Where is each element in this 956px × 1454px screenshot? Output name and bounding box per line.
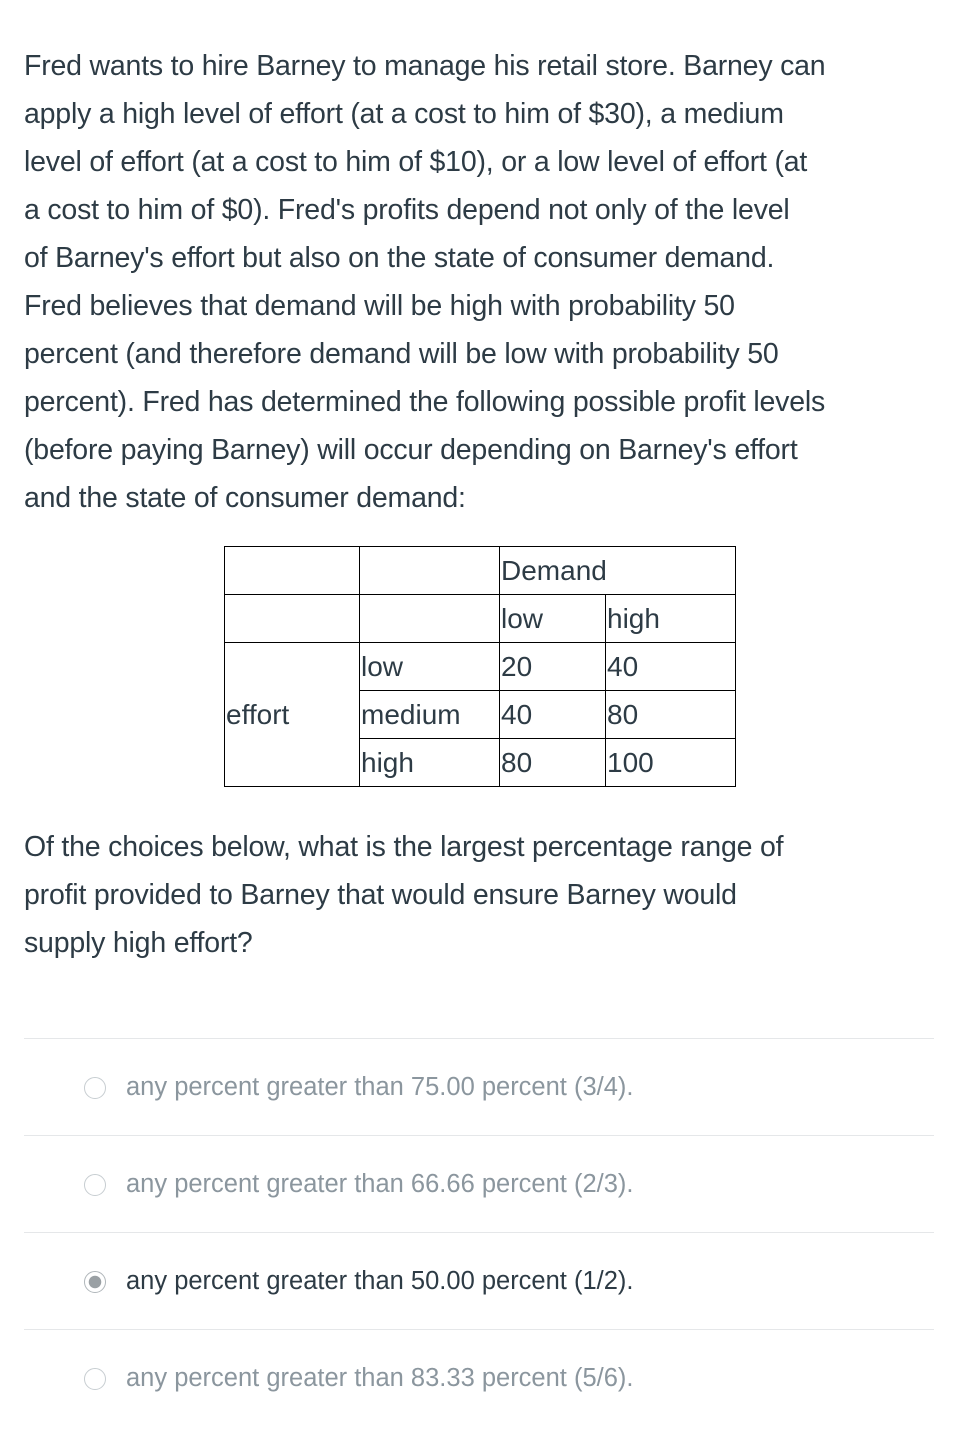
table-row-label: low — [360, 643, 500, 691]
table-cell-empty — [360, 547, 500, 595]
table-row-label: medium — [360, 691, 500, 739]
question-line: percent). Fred has determined the following possible profit levels — [24, 386, 826, 418]
table-header-demand: Demand — [500, 547, 736, 595]
prompt-line: supply high effort? — [24, 927, 253, 959]
table-cell: 80 — [500, 739, 606, 787]
table-cell-empty — [360, 595, 500, 643]
question-line: of Barney's effort but also on the state of consumer demand. — [24, 242, 775, 274]
answer-label[interactable]: any percent greater than 66.66 percent (2/3). — [126, 1170, 634, 1198]
radio-button[interactable] — [84, 1368, 106, 1390]
question-prompt — [24, 823, 924, 967]
radio-button[interactable] — [84, 1077, 106, 1099]
question-line: Fred wants to hire Barney to manage his retail store. Barney can — [24, 50, 826, 82]
answer-label[interactable]: any percent greater than 75.00 percent (3/4). — [126, 1073, 634, 1101]
radio-button-selected[interactable] — [84, 1271, 106, 1293]
table-cell: 40 — [500, 691, 606, 739]
profit-table — [224, 546, 736, 787]
table-header-high: high — [606, 595, 736, 643]
question-line: apply a high level of effort (at a cost to him of $30), a medium — [24, 98, 784, 130]
answer-option[interactable] — [24, 1329, 934, 1426]
question-line: and the state of consumer demand: — [24, 482, 466, 514]
question-line: Fred believes that demand will be high with probability 50 — [24, 290, 735, 322]
table-header-low: low — [500, 595, 606, 643]
question-line: percent (and therefore demand will be low with probability 50 — [24, 338, 779, 370]
table-row-group-effort: effort — [225, 643, 360, 787]
answer-option[interactable] — [24, 1038, 934, 1135]
prompt-line: profit provided to Barney that would ensure Barney would — [24, 879, 737, 911]
question-line: level of effort (at a cost to him of $10), or a low level of effort (at — [24, 146, 808, 178]
radio-button[interactable] — [84, 1174, 106, 1196]
table-cell: 40 — [606, 643, 736, 691]
prompt-line: Of the choices below, what is the largest percentage range of — [24, 831, 784, 863]
answer-option[interactable] — [24, 1135, 934, 1232]
answer-list — [24, 1038, 934, 1426]
answer-label[interactable]: any percent greater than 83.33 percent (5/6). — [126, 1364, 634, 1392]
question-line: (before paying Barney) will occur depending on Barney's effort — [24, 434, 798, 466]
table-row — [225, 595, 736, 643]
table-row — [225, 643, 736, 691]
table-cell-empty — [225, 547, 360, 595]
answer-label[interactable]: any percent greater than 50.00 percent (1/2). — [126, 1267, 634, 1295]
answer-option-selected[interactable] — [24, 1232, 934, 1329]
table-cell-empty — [225, 595, 360, 643]
table-cell: 80 — [606, 691, 736, 739]
question-line: a cost to him of $0). Fred's profits depend not only of the level — [24, 194, 790, 226]
table-cell: 100 — [606, 739, 736, 787]
table-row — [225, 547, 736, 595]
table-row-label: high — [360, 739, 500, 787]
table-cell: 20 — [500, 643, 606, 691]
question-text — [24, 42, 936, 522]
